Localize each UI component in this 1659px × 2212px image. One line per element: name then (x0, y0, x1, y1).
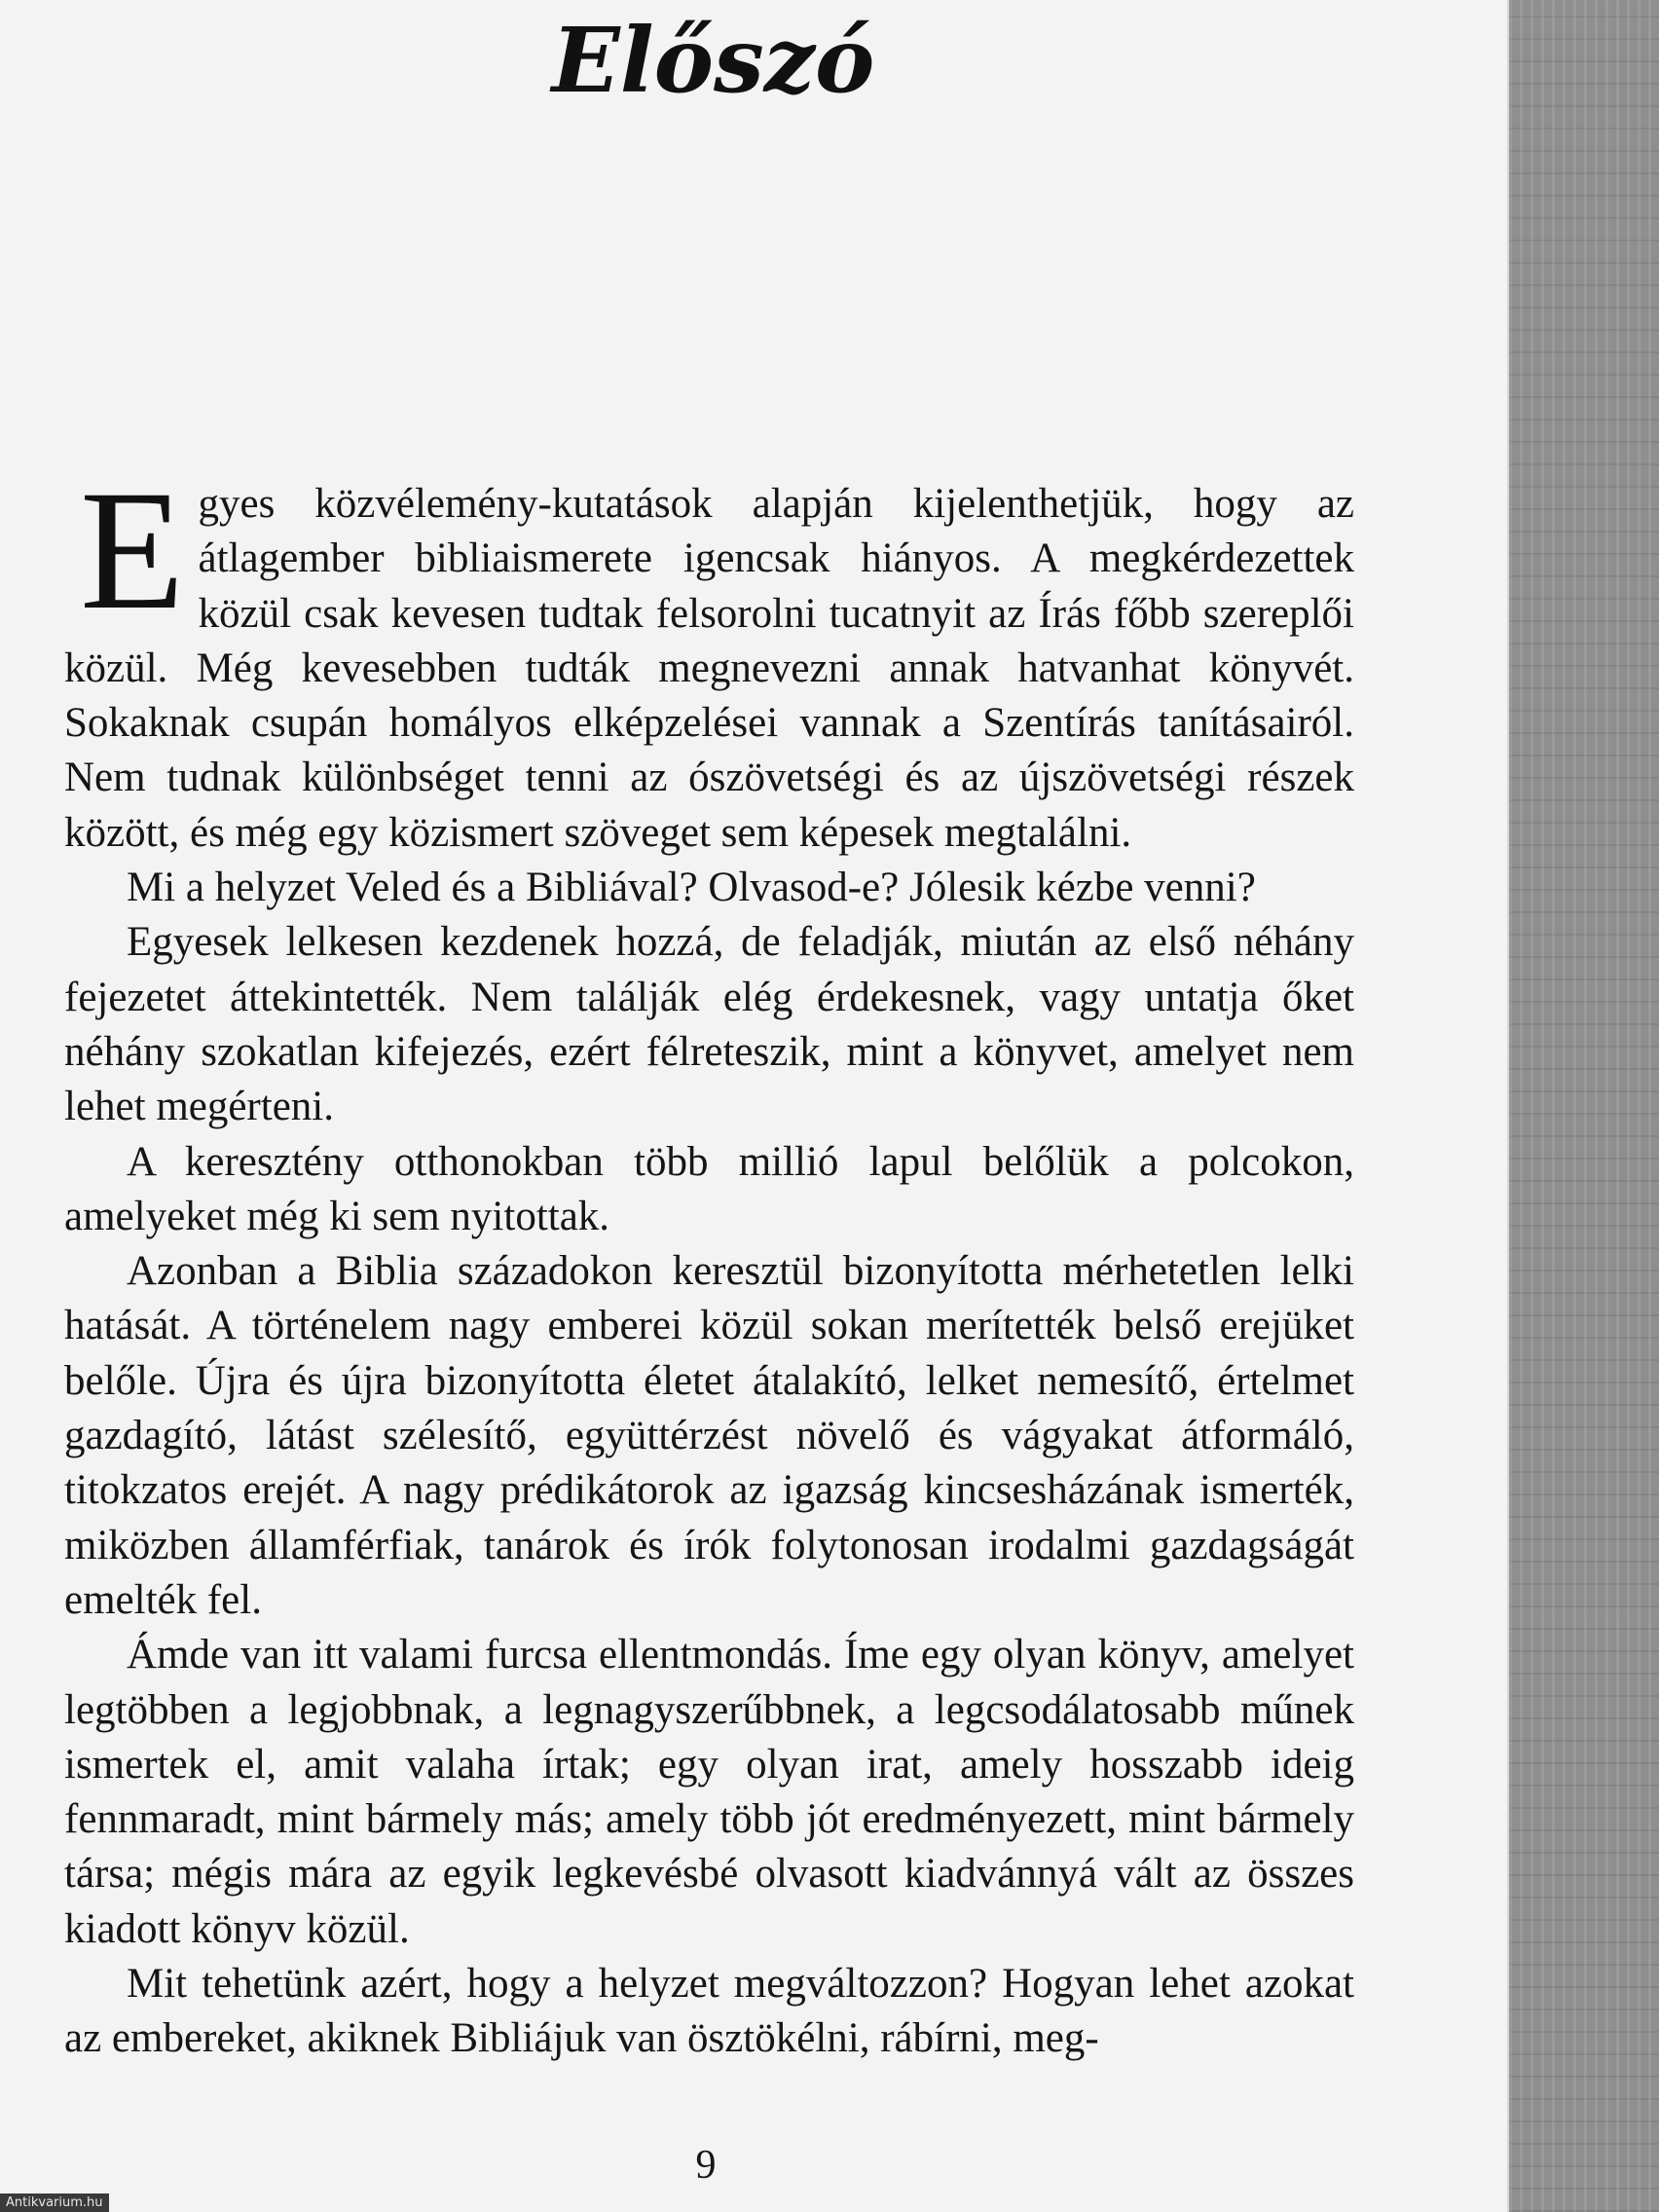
page-number: 9 (695, 2143, 717, 2188)
paragraph-6: Ámde van itt valami furcsa ellentmondás. Íme egy olyan könyv, amelyet legtöbben a legjobbnak, a legnagyszerűbbnek, a legcsodálatosabb műnek ismertek el, amit valaha írtak; egy olyan irat, amely hosszabb ideig fennmaradt, mint bármely más; amely több jót eredményezett, mint bármely társa; mégis mára az egyik legkevésbé olvasott kiadvánnyá vált az összes kiadott könyv közül. (64, 1632, 1354, 1952)
drop-cap: E (80, 456, 185, 645)
paragraph-3: Egyesek lelkesen kezdenek hozzá, de feladják, miután az első néhány fejezetet áttekintették. Nem találják elég érdekesnek, vagy untatja őket néhány szokatlan kifejezés, ezért félreteszik, mint a könyvet, amelyet nem lehet megérteni. (64, 919, 1354, 1130)
paragraph-1 (64, 456, 1354, 861)
body-text (64, 456, 1354, 2067)
paragraph-5: Azonban a Biblia századokon keresztül bizonyította mérhetetlen lelki hatását. A történelem nagy emberei közül sokan merítették belső erejüket belőle. Újra és újra bizonyította életet átalakító, lelket nemesítő, értelmet gazdagító, látást szélesítő, együttérzést növelő és vágyakat átformáló, titokzatos erejét. A nagy prédikátorok az igazság kincsesházának ismerték, miközben államférfiak, tanárok és írók folytonosan irodalmi gazdagságát emelték fel. (64, 1248, 1354, 1623)
paragraph-7: Mit tehetünk azért, hogy a helyzet megváltozzon? Hogyan lehet azokat az embereket, akiknek Bibliájuk van ösztökélni, rábírni, meg- (64, 1961, 1354, 2062)
paragraph-4: A keresztény otthonokban több millió lapul belőlük a polcokon, amelyeket még ki sem nyitottak. (64, 1138, 1354, 1239)
chapter-title: Előszó (551, 8, 875, 113)
paragraph-2: Mi a helyzet Veled és a Bibliával? Olvasod-e? Jólesik kézbe venni? (127, 865, 1256, 911)
watermark: Antikvarium.hu (0, 2194, 109, 2212)
page-edge-background (1507, 0, 1659, 2212)
paragraph-1-text: gyes közvélemény-kutatások alapján kijelenthetjük, hogy az átlagember bibliaismerete igencsak hiányos. A megkérdezettek közül csak kevesen tudtak felsorolni tucatnyit az Írás főbb szereplői közül. Még kevesebben tudták megnevezni annak hatvanhat könyvét. Sokaknak csupán homályos elképzelései vannak a Szentírás tanításairól. Nem tudnak különbséget tenni az ószövetségi és az újszövetségi részek között, és még egy közismert szöveget sem képesek megtalálni. (64, 481, 1354, 856)
